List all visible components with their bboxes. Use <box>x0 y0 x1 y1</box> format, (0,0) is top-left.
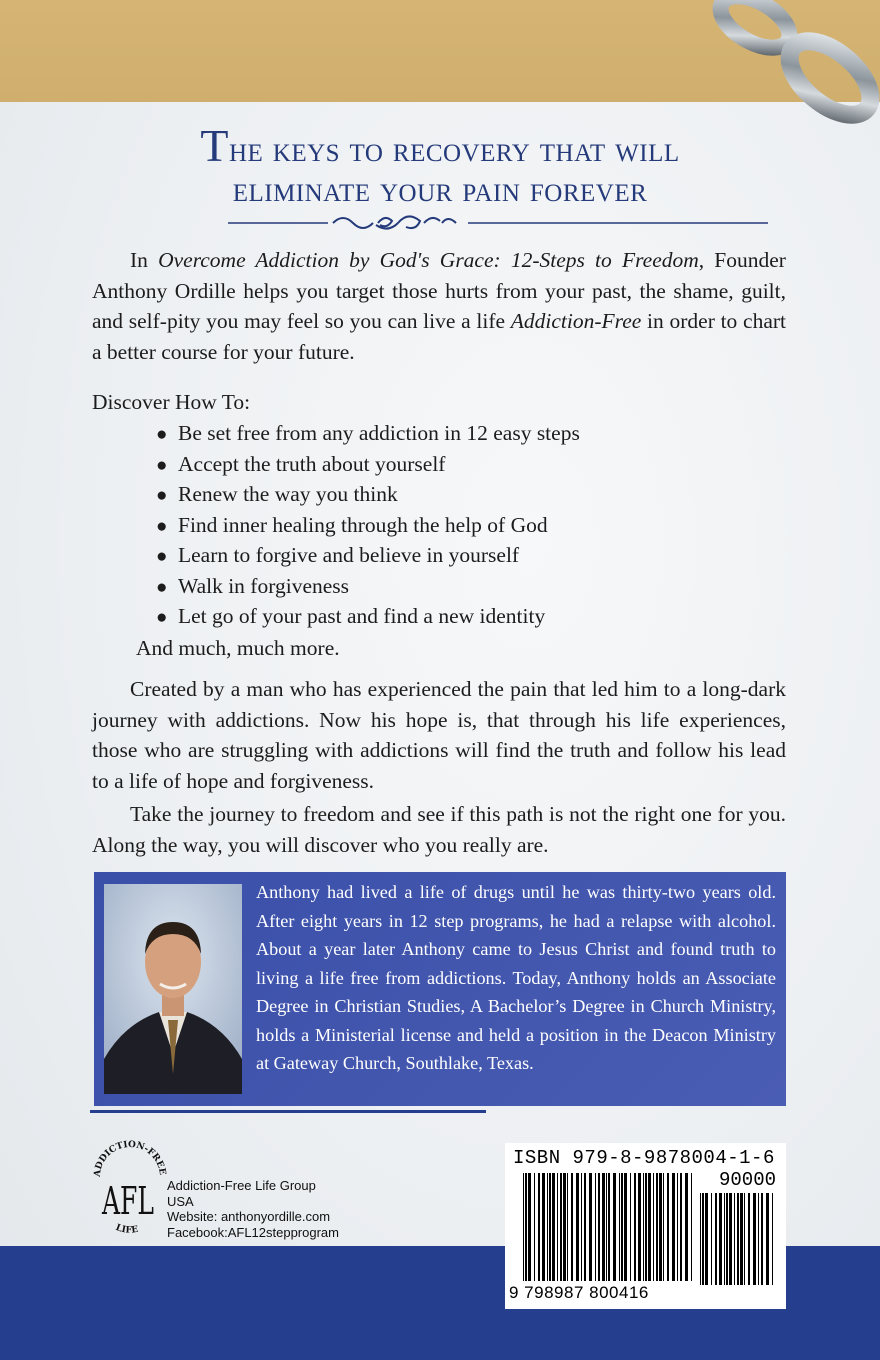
ornament-divider <box>228 208 768 238</box>
list-item-text: Let go of your past and find a new identity <box>178 604 546 628</box>
list-item-text: Walk in forgiveness <box>178 573 350 598</box>
list-item-text: Accept the truth about yourself <box>178 451 446 476</box>
bullet-icon: ● <box>156 546 168 567</box>
publisher-name: Addiction-Free Life Group <box>167 1178 316 1193</box>
bullet-icon: ● <box>156 454 168 476</box>
headline <box>90 120 790 209</box>
book-title: Overcome Addiction by God's Grace: 12-Steps to Freedom <box>158 248 699 272</box>
list-item <box>156 418 580 449</box>
list-item-text: Be set free from any addiction in 12 easy steps <box>178 421 580 445</box>
list-item <box>156 510 580 541</box>
bullet-icon: ● <box>156 607 168 628</box>
intro-paragraph <box>92 245 786 367</box>
barcode-addon-bars <box>700 1193 776 1285</box>
svg-text:LIFE <box>114 1223 139 1236</box>
journey-paragraph <box>92 799 786 860</box>
bullet-icon: ● <box>156 515 168 537</box>
afl-logo <box>88 1122 168 1242</box>
author-bio-box <box>94 872 786 1106</box>
barcode-bars <box>523 1173 695 1281</box>
ean-number: 9 798987 800416 <box>509 1283 649 1302</box>
author-photo <box>104 884 242 1094</box>
bullet-icon: ● <box>156 576 168 598</box>
publisher-country: USA <box>167 1193 194 1209</box>
bullet-icon: ● <box>156 485 168 506</box>
publisher-facebook: Facebook:AFL12stepprogram <box>167 1224 339 1240</box>
headline-line1: he keys to recovery that will <box>228 129 680 169</box>
intro-text-b: in order to chart a better course for your future. <box>92 309 787 364</box>
price-code: 90000 <box>718 1169 776 1191</box>
list-item-text: Renew the way you think <box>178 482 398 506</box>
bullet-icon: ● <box>156 424 168 445</box>
author-bio: Anthony had lived a life of drugs until he was thirty-two years old. After eight years in 12 step programs, he had a relapse with alcohol. About a year later Anthony came to Jesus Christ and found truth to living a life free from addictions. Today, Anthony holds an Associate Degree in Christian Studies, A Bachelor’s Degree in Church Ministry, holds a Ministerial license and held a position in the Deacon Ministry at Gateway Church, Southlake, Texas. <box>256 882 776 1073</box>
logo-top-arc: ADDICTION-FREE <box>92 1139 168 1178</box>
logo-bottom-arc: LIFE <box>114 1222 140 1236</box>
list-item <box>156 571 580 602</box>
headline-first-letter: T <box>200 120 229 171</box>
discover-closing: And much, much more. <box>136 636 340 660</box>
logo-monogram: AFL <box>101 1179 154 1223</box>
discover-list <box>156 418 580 632</box>
list-item <box>156 479 580 510</box>
publisher-info <box>167 1178 339 1240</box>
journey-paragraph-text: Take the journey to freedom and see if this path is not the right one for you. Along the way, you will discover who you really are. <box>92 802 786 857</box>
discover-heading: Discover How To: <box>92 390 251 414</box>
creator-paragraph <box>92 674 786 796</box>
list-item <box>156 540 580 571</box>
svg-text:ADDICTION-FREE <box>93 1140 167 1179</box>
list-item-text: Find inner healing through the help of God <box>178 512 548 537</box>
publisher-website: Website: anthonyordille.com <box>167 1209 331 1224</box>
list-item <box>156 601 580 632</box>
isbn-barcode <box>505 1143 786 1309</box>
creator-paragraph-text: Created by a man who has experienced the pain that led him to a long-dark journey with addictions. Now his hope is, that through his life experiences, those who are struggling with addictions will find the truth and follow his lead to a life of hope and forgiveness. <box>92 677 786 793</box>
isbn-number: ISBN 979-8-9878004-1-6 <box>513 1147 775 1169</box>
divider-rule <box>90 1110 486 1113</box>
addiction-free-emphasis: Addiction-Free <box>510 309 642 333</box>
list-item <box>156 449 580 480</box>
list-item-text: Learn to forgive and believe in yourself <box>178 543 520 567</box>
chain-link-image <box>660 0 880 130</box>
headline-line2: eliminate your pain forever <box>232 169 648 209</box>
intro-text-a: , Founder Anthony Ordille helps you target those hurts from your past, the shame, guilt, and self-pity you may feel so you can live a life <box>92 248 786 333</box>
intro-prefix: In <box>130 248 159 272</box>
